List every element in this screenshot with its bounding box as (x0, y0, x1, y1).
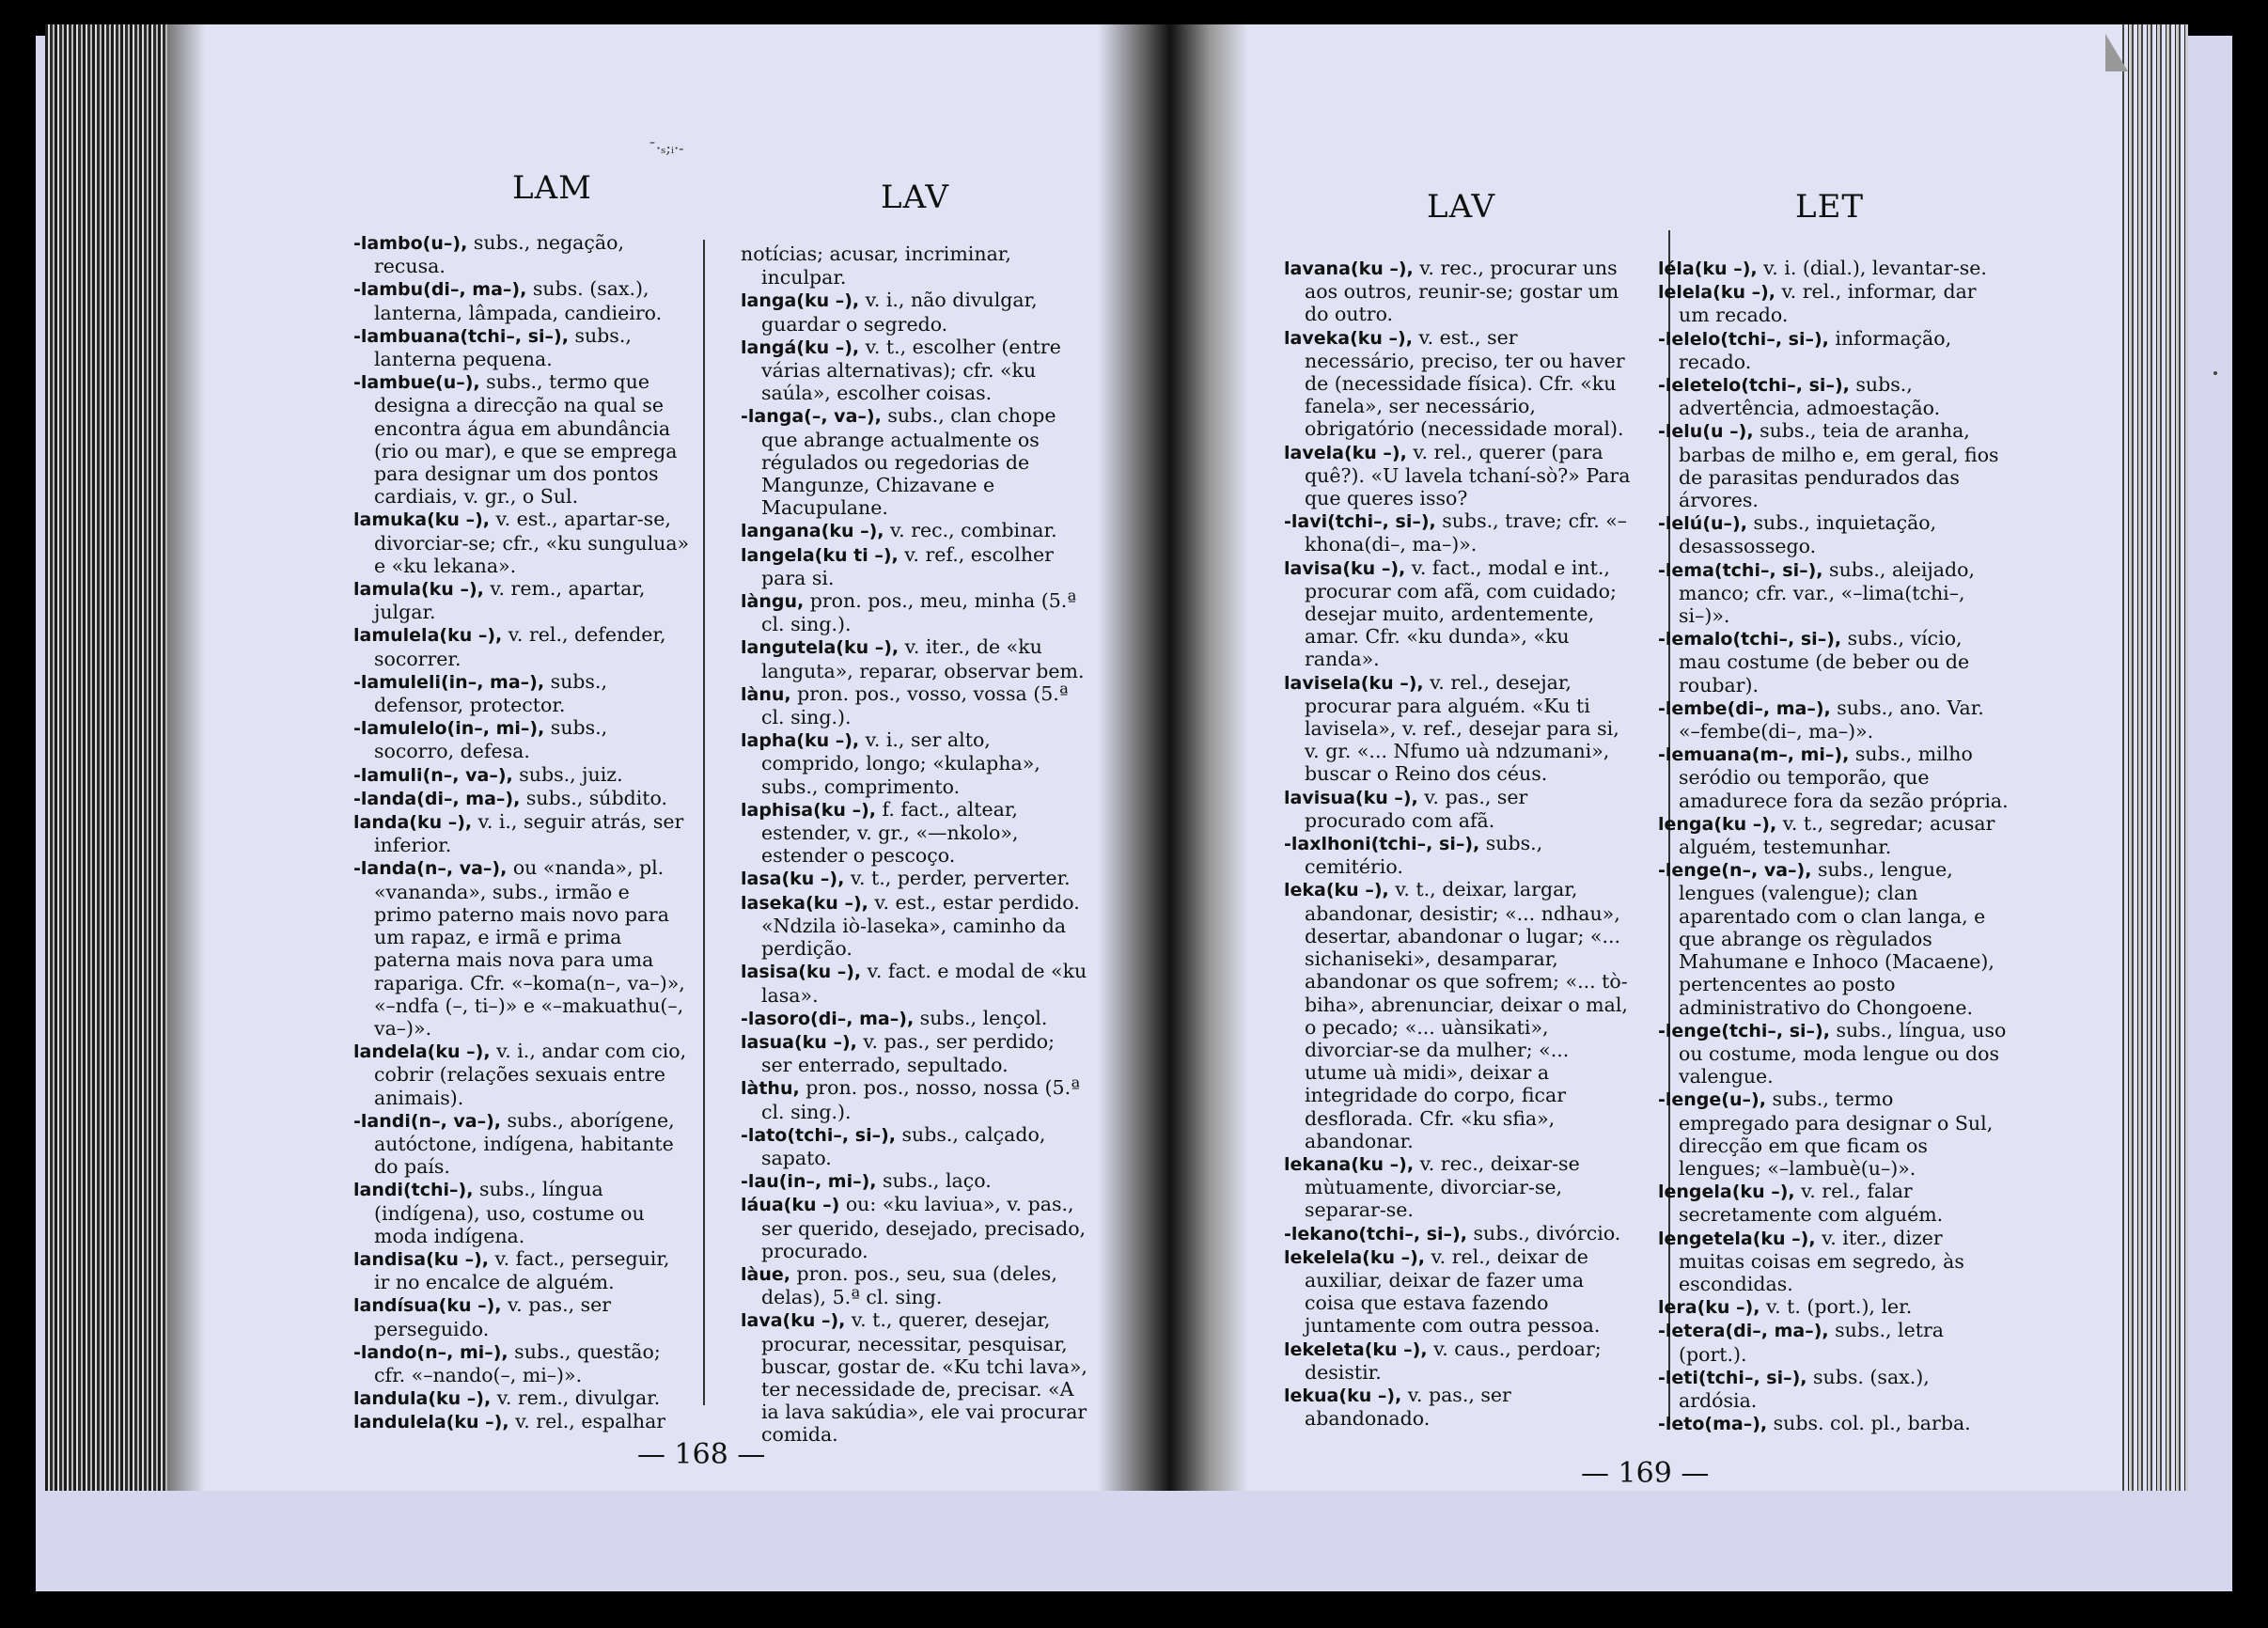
dictionary-entry (353, 1109, 690, 1179)
dictionary-entry (1284, 556, 1632, 671)
entry-definition: subs., ano. Var. «–fembe(di–, ma–)». (1679, 696, 1984, 744)
entry-definition: v. est., ser necessário, preciso, ter ou haver de (necessidade física). Cfr. «ku fanela», ser necessário, obrigatório (necessidade moral). (1305, 325, 1625, 441)
dictionary-entry (353, 277, 690, 323)
entry-headword: landisa(ku –), (353, 1248, 489, 1270)
dictionary-entry (1284, 1222, 1632, 1245)
entry-headword: lelela(ku –), (1658, 282, 1775, 304)
entry-definition: subs., cemitério. (1305, 832, 1543, 879)
dictionary-entry (353, 787, 690, 810)
dictionary-entry (1284, 832, 1632, 878)
entry-definition: v. iter., de «ku languta», reparar, observar bem. (761, 635, 1085, 682)
entry-definition: v. t., deixar, largar, abandonar, desistir; «... ndhau», desertar, abandonar o lugar; «... sichaniseki», desamparar, abandonar os que sofrem; «... tò-biha», abrenunciar, deixar o mal, o pecado; «... uànsikati», divorciar-se da mulher; «... utume uà midi», deixar a integridade do corpo, ficar desflorada. Cfr. «ku sfia», abandonar. (1305, 878, 1628, 1152)
dictionary-entry (353, 508, 690, 577)
dictionary-entry (1658, 743, 2010, 812)
entry-headword: lekana(ku –), (1284, 1153, 1415, 1175)
entry-definition: v. i., seguir atrás, ser inferior. (374, 810, 684, 857)
entry-headword: lekua(ku –), (1284, 1385, 1402, 1406)
entry-headword: laphisa(ku –), (741, 799, 876, 821)
entry-headword: -leletelo(tchi–, si–), (1658, 375, 1850, 397)
page-number-169: — 169 — (1581, 1457, 1710, 1490)
entry-definition: v. t., segredar; acusar alguém, testemunhar. (1679, 811, 1995, 859)
dictionary-entry (353, 1040, 690, 1109)
entry-headword: -lenge(u–), (1658, 1089, 1766, 1111)
dictionary-entry (741, 1030, 1090, 1076)
entry-headword: -laxlhoni(tchi–, si–), (1284, 834, 1480, 855)
dictionary-entry (353, 810, 690, 856)
entry-headword: lera(ku –), (1658, 1297, 1760, 1319)
entry-headword: lamulela(ku –), (353, 625, 503, 647)
entry-headword: -lelelo(tchi–, si–), (1658, 328, 1829, 350)
entry-definition: v. iter., dizer muitas coisas em segredo, às escondidas. (1679, 1226, 1964, 1295)
entry-headword: lamuka(ku –), (353, 509, 490, 531)
dictionary-entry (1284, 1245, 1632, 1338)
left-header-left: LAM (512, 169, 592, 207)
entry-definition: subs., advertência, admoestação. (1679, 373, 1941, 420)
book-gutter (1098, 24, 1248, 1491)
entry-headword: landulela(ku –), (353, 1412, 509, 1433)
dictionary-entry (1658, 1319, 2010, 1365)
dictionary-entry (1658, 812, 2010, 858)
entry-headword: làngu, (741, 591, 805, 613)
entry-headword: láua(ku –) (741, 1195, 840, 1216)
entry-headword: -letera(di–, ma–), (1658, 1321, 1829, 1342)
entry-definition: subs., juiz. (512, 762, 623, 786)
entry-headword: -lenge(tchi–, si–), (1658, 1020, 1830, 1041)
dictionary-entry (1658, 1366, 2010, 1412)
entry-definition: v. rel., querer (para quê?). «U lavela tchaní-sò?» Para que queres isso? (1305, 440, 1631, 510)
entry-definition: v. i. (dial.), levantar-se. (1757, 257, 1987, 279)
entry-headword: -lemalo(tchi–, si–), (1658, 629, 1842, 650)
entry-definition: v. rel., desejar, procurar para alguém. «Ku ti lavisela», v. ref., desejar para si, v. gr. «... Nfumo uà ndzumani», buscar o Reino dos céus. (1305, 670, 1619, 786)
entry-definition: informação, recado. (1679, 326, 1952, 373)
dictionary-entry (741, 798, 1090, 868)
dictionary-entry (353, 1340, 690, 1386)
dictionary-entry (1658, 1088, 2010, 1180)
entry-definition: ou «nanda», pl. «vananda», subs., irmão e primo paterno mais novo para um rapaz, e irmã e prima paterna mais nova para uma rapariga. Cfr. «–koma(n–, va–)», «–ndfa (–, ti–)» e «–makuathu(–, va–)». (374, 856, 685, 1040)
entry-headword: langá(ku –), (741, 337, 860, 358)
entry-headword: lamula(ku –), (353, 579, 484, 601)
entry-headword: lànu, (741, 683, 791, 705)
entry-headword: landísua(ku –), (353, 1295, 502, 1317)
dictionary-entry (1284, 671, 1632, 786)
entry-headword: -lando(n–, mi–), (353, 1341, 508, 1363)
entry-headword: -lavi(tchi–, si–), (1284, 511, 1436, 533)
dictionary-entry (353, 1247, 690, 1293)
entry-definition: v. fact., perseguir, ir no encalce de alguém. (374, 1246, 670, 1294)
dictionary-entry (1284, 878, 1632, 1151)
entry-definition: v. caus., perdoar; desistir. (1305, 1337, 1602, 1384)
entry-headword: -leto(ma–), (1658, 1414, 1768, 1435)
entry-headword: -landa(di–, ma–), (353, 788, 521, 809)
entry-headword: -lenge(n–, va–), (1658, 860, 1812, 882)
entry-headword: -lemuana(m–, mi–), (1658, 744, 1850, 766)
dictionary-entry (1658, 627, 2010, 697)
entry-definition: subs., teia de aranha, barbas de milho e, em geral, fios de parasitas pendurados das árvores. (1679, 419, 1999, 512)
entry-definition: v. t., querer, desejar, procurar, necessitar, pesquisar, buscar, gostar de. «Ku tchi lava», ter necessidade de, precisar. «A ia lava sakúdia», ele vai procurar comida. (761, 1308, 1087, 1447)
entry-definition: subs., laço. (876, 1169, 992, 1193)
dictionary-entry (1658, 1019, 2010, 1088)
dictionary-entry (1284, 1384, 1632, 1430)
dictionary-entry (353, 370, 690, 508)
dictionary-entry (741, 519, 1090, 542)
dictionary-entry (353, 670, 690, 716)
dictionary-entry (741, 1007, 1090, 1030)
entry-definition: subs., socorro, defesa. (374, 716, 608, 763)
scan-speck: ˉ·ₛ;ᵢ·- (649, 139, 684, 157)
entry-definition: subs., milho seródio ou temporão, que amadurece fora da sezão própria. (1679, 743, 2009, 812)
entry-headword: langa(ku –), (741, 290, 860, 312)
entry-definition: v. fact., modal e int., procurar com afã, com cuidado; desejar muito, ardentemente, amar. Cfr. «ku dunda», «ku randa». (1305, 556, 1617, 671)
dictionary-entry (741, 635, 1090, 681)
dictionary-entry (741, 1193, 1090, 1262)
entry-headword: lavisela(ku –), (1284, 672, 1424, 694)
entry-definition: v. t. (port.), ler. (1760, 1295, 1913, 1319)
entry-definition: subs., língua, uso ou costume, moda lengue ou dos valengue. (1679, 1018, 2007, 1088)
dictionary-entry (741, 960, 1090, 1006)
entry-definition: ou: «ku laviua», v. pas., ser querido, desejado, precisado, procurado. (761, 1193, 1087, 1262)
dictionary-entry (1658, 373, 2010, 419)
entry-definition: v. est., estar perdido. «Ndzila iò-laseka», caminho da perdição. (761, 890, 1080, 961)
entry-headword: -lamuli(n–, va–), (353, 764, 513, 786)
entry-headword: -langa(–, va–), (741, 406, 882, 428)
entry-headword: -lambu(di–, ma–), (353, 279, 527, 301)
entry-definition: v. ref., escolher para si. (761, 542, 1054, 589)
entry-definition: pron. pos., vosso, vossa (5.ª cl. sing.). (761, 681, 1069, 729)
entry-headword: laveka(ku –), (1284, 327, 1413, 349)
entry-definition: pron. pos., meu, minha (5.ª cl. sing.). (761, 589, 1077, 636)
entry-headword: landula(ku –), (353, 1388, 492, 1410)
entry-headword: lenga(ku –), (1658, 813, 1777, 835)
entry-headword: lengela(ku –), (1658, 1182, 1795, 1203)
entry-definition: pron. pos., nosso, nossa (5.ª cl. sing.). (761, 1076, 1080, 1123)
left-header-right: LAV (881, 179, 949, 216)
entry-definition: v. rem., apartar, julgar. (374, 577, 646, 624)
dictionary-entry (353, 324, 690, 370)
entry-headword: lekeleta(ku –), (1284, 1338, 1428, 1360)
dictionary-entry (1284, 1152, 1632, 1222)
entry-headword: -lasoro(di–, ma–), (741, 1008, 915, 1029)
entry-headword: -lekano(tchi–, si–), (1284, 1223, 1467, 1244)
entry-definition: subs., lençol. (914, 1006, 1048, 1029)
dictionary-entry (1658, 1412, 2010, 1435)
right-page-edges (2122, 24, 2188, 1491)
dictionary-entry (741, 243, 1090, 289)
dictionary-entry (353, 1410, 690, 1433)
entry-definition: v. rec., deixar-se mùtuamente, divorciar-se, separar-se. (1305, 1151, 1580, 1222)
entry-definition: subs., língua (indígena), uso, costume ou moda indígena. (374, 1178, 645, 1247)
right-page-column-1 (1284, 257, 1632, 1430)
entry-definition: v. t., escolher (entre várias alternativas); cfr. «ku saúla», escolher coisas. (761, 335, 1061, 405)
dictionary-entry (1658, 697, 2010, 743)
dictionary-entry (1284, 326, 1632, 441)
left-edge-shadow (167, 24, 205, 1491)
dictionary-entry (741, 589, 1090, 635)
entry-headword: landela(ku –), (353, 1041, 491, 1063)
entry-headword: langana(ku –), (741, 521, 884, 542)
dictionary-entry (741, 1308, 1090, 1446)
right-header-right: LET (1795, 188, 1865, 226)
entry-definition: v. est., apartar-se, divorciar-se; cfr., «ku sungulua» e «ku lekana». (374, 508, 690, 577)
dictionary-entry (1284, 509, 1632, 556)
dictionary-entry (1658, 280, 2010, 326)
entry-definition: subs., calçado, sapato. (761, 1122, 1046, 1169)
entry-headword: -lema(tchi–, si–), (1658, 559, 1823, 581)
dictionary-entry (1658, 511, 2010, 557)
entry-definition: v. pas., ser abandonado. (1305, 1383, 1511, 1431)
entry-definition: v. fact. e modal de «ku lasa». (761, 960, 1087, 1007)
dictionary-entry (741, 867, 1090, 890)
entry-definition: notícias; acusar, incriminar, inculpar. (741, 243, 1011, 290)
entry-definition: v. rel., defender, socorrer. (374, 623, 666, 670)
entry-definition: subs. col. pl., barba. (1767, 1412, 1971, 1435)
entry-headword: landa(ku –), (353, 812, 473, 834)
entry-definition: subs., termo que designa a direcção na qual se encontra água em abundância (rio ou mar), e que se emprega para designar um dos pontos cardiais, v. gr., o Sul. (374, 370, 678, 509)
entry-definition: v. i., andar com cio, cobrir (relações sexuais entre animais). (374, 1040, 687, 1109)
entry-definition: pron. pos., seu, sua (deles, delas), 5.ª cl. sing. (761, 1261, 1057, 1309)
dictionary-entry (741, 728, 1090, 798)
dictionary-entry (1658, 1227, 2010, 1296)
entry-definition: subs., divórcio. (1466, 1221, 1621, 1244)
entry-definition: subs., negação, recusa. (374, 231, 624, 278)
dictionary-entry (1658, 1180, 2010, 1226)
entry-headword: léla(ku –), (1658, 258, 1758, 279)
entry-headword: -leti(tchi–, si–), (1658, 1367, 1807, 1388)
dictionary-entry (353, 1293, 690, 1339)
entry-definition: v. rec., procurar uns aos outros, reunir-se; gostar um do outro. (1305, 257, 1619, 326)
entry-definition: subs., vício, mau costume (de beber ou de roubar). (1679, 627, 1970, 697)
entry-headword: langutela(ku –), (741, 637, 899, 659)
entry-headword: lava(ku –), (741, 1310, 846, 1332)
dictionary-entry (1658, 558, 2010, 628)
dictionary-entry (353, 1178, 690, 1247)
entry-definition: v. pas., ser perdido; ser enterrado, sepultado. (761, 1029, 1056, 1077)
entry-headword: -lamulelo(in–, mi–), (353, 718, 545, 740)
entry-definition: f. fact., altear, estender, v. gr., «—nkolo», estender o pescoço. (761, 797, 1019, 868)
entry-definition: subs., clan chope que abrange actualmente os régulados ou regedorias de Mangunze, Chizavane e Macupulane. (761, 404, 1056, 520)
entry-definition: v. pas., ser perseguido. (374, 1293, 612, 1340)
entry-headword: lekelela(ku –), (1284, 1246, 1426, 1268)
dictionary-entry (353, 577, 690, 623)
entry-headword: -lato(tchi–, si–), (741, 1124, 896, 1146)
entry-definition: v. rem., divulgar. (491, 1386, 661, 1410)
entry-headword: làue, (741, 1263, 790, 1285)
entry-definition: subs., letra (port.). (1679, 1319, 1944, 1366)
entry-headword: landi(tchi–), (353, 1180, 474, 1201)
entry-definition: v. i., não divulgar, guardar o segredo. (761, 289, 1038, 336)
entry-headword: lasisa(ku –), (741, 962, 862, 983)
entry-definition: v. rel., informar, dar um recado. (1679, 280, 1977, 327)
dictionary-entry (741, 1169, 1090, 1193)
dictionary-entry (1658, 1295, 2010, 1319)
dictionary-entry (741, 682, 1090, 728)
dictionary-entry (1658, 257, 2010, 280)
dictionary-entry (1284, 1338, 1632, 1384)
entry-definition: v. t., perder, perverter. (844, 867, 1071, 890)
dictionary-entry (353, 231, 690, 277)
entry-headword: lavisua(ku –), (1284, 787, 1418, 808)
dictionary-entry (741, 1262, 1090, 1308)
entry-definition: v. rel., espalhar (508, 1410, 666, 1433)
entry-headword: leka(ku –), (1284, 880, 1389, 901)
dictionary-entry (741, 891, 1090, 961)
entry-headword: -landa(n–, va–), (353, 858, 508, 880)
dictionary-entry (1284, 441, 1632, 510)
entry-definition: subs., lanterna pequena. (374, 323, 632, 371)
page-number-168: — 168 — (637, 1438, 766, 1471)
entry-definition: v. rel., falar secretamente com alguém. (1679, 1180, 1944, 1227)
dictionary-entry (1658, 419, 2010, 511)
entry-definition: subs., termo empregado para designar o Sul, direcção em que ficam os lengues; «–lambuè(u–)». (1679, 1088, 1994, 1180)
dictionary-entry (1658, 327, 2010, 373)
entry-headword: laseka(ku –), (741, 892, 868, 914)
entry-definition: subs. (sax.), lanterna, lâmpada, candieiro. (374, 277, 663, 324)
scan-speck (2213, 371, 2217, 375)
dictionary-entry (1284, 257, 1632, 326)
entry-definition: subs., trave; cfr. «–khona(di–, ma–)». (1305, 509, 1628, 556)
entry-headword: lengetela(ku –), (1658, 1228, 1816, 1249)
entry-headword: lapha(ku –), (741, 730, 860, 752)
entry-headword: lavela(ku –), (1284, 442, 1407, 463)
entry-headword: -lambue(u–), (353, 372, 480, 394)
entry-definition: v. i., ser alto, comprido, longo; «kulapha», subs., comprimento. (761, 728, 1040, 798)
entry-headword: lasa(ku –), (741, 869, 845, 890)
entry-headword: langela(ku ti –), (741, 544, 899, 566)
entry-headword: -lau(in–, mi–), (741, 1171, 877, 1193)
entry-headword: -landi(n–, va–), (353, 1110, 502, 1132)
entry-headword: -lelú(u–), (1658, 513, 1747, 535)
entry-headword: -lembe(di–, ma–), (1658, 697, 1831, 719)
right-header-left: LAV (1427, 188, 1495, 226)
entry-headword: -lambuana(tchi–, si–), (353, 325, 569, 347)
dictionary-entry (741, 1123, 1090, 1169)
entry-definition: subs., questão; cfr. «–nando(–, mi–)». (374, 1339, 661, 1386)
entry-headword: lasua(ku –), (741, 1031, 857, 1053)
entry-definition: subs., súbdito. (520, 786, 668, 809)
entry-headword: -lambo(u–), (353, 233, 468, 254)
entry-definition: subs., aborígene, autóctone, indígena, habitante do país. (374, 1108, 675, 1179)
entry-headword: -lelu(u –), (1658, 421, 1754, 443)
dictionary-entry (353, 623, 690, 669)
right-page-column-2 (1658, 257, 2010, 1435)
entry-definition: v. rec., combinar. (884, 519, 1057, 542)
entry-headword: lavisa(ku –), (1284, 557, 1406, 579)
dictionary-entry (353, 716, 690, 762)
left-page-column-1 (353, 231, 690, 1434)
entry-headword: lavana(ku –), (1284, 258, 1414, 279)
dictionary-entry (353, 763, 690, 787)
entry-definition: subs., lengue, lengues (valengue); clan aparentado com o clan langa, e que abrange os règulados Mahumane e Inhoco (Macaene), pertencentes ao posto administrativo do Chongoene. (1679, 858, 1994, 1019)
entry-definition: subs., inquietação, desassossego. (1679, 511, 1937, 558)
column-rule-left (703, 240, 705, 1405)
entry-definition: v. pas., ser procurado com afã. (1305, 785, 1528, 832)
dictionary-entry (353, 1386, 690, 1410)
entry-definition: subs. (sax.), ardósia. (1679, 1365, 1930, 1412)
dictionary-entry (1658, 858, 2010, 1018)
dictionary-entry (741, 404, 1090, 519)
left-page-edges (45, 24, 167, 1491)
entry-definition: v. rel., deixar de auxiliar, deixar de fazer uma coisa que estava fazendo juntamente com outra pessoa. (1305, 1244, 1601, 1338)
entry-definition: subs., defensor, protector. (374, 669, 607, 717)
dictionary-entry (741, 289, 1090, 335)
left-page-column-2 (741, 243, 1090, 1447)
dictionary-entry (741, 543, 1090, 589)
dictionary-entry (353, 856, 690, 1040)
entry-definition: subs., aleijado, manco; cfr. var., «–lima(tchi–, si–)». (1679, 557, 1975, 628)
dictionary-entry (1284, 786, 1632, 832)
dictionary-entry (741, 1076, 1090, 1122)
dictionary-entry (741, 336, 1090, 405)
entry-headword: làthu, (741, 1078, 800, 1100)
entry-headword: -lamuleli(in–, ma–), (353, 671, 545, 693)
